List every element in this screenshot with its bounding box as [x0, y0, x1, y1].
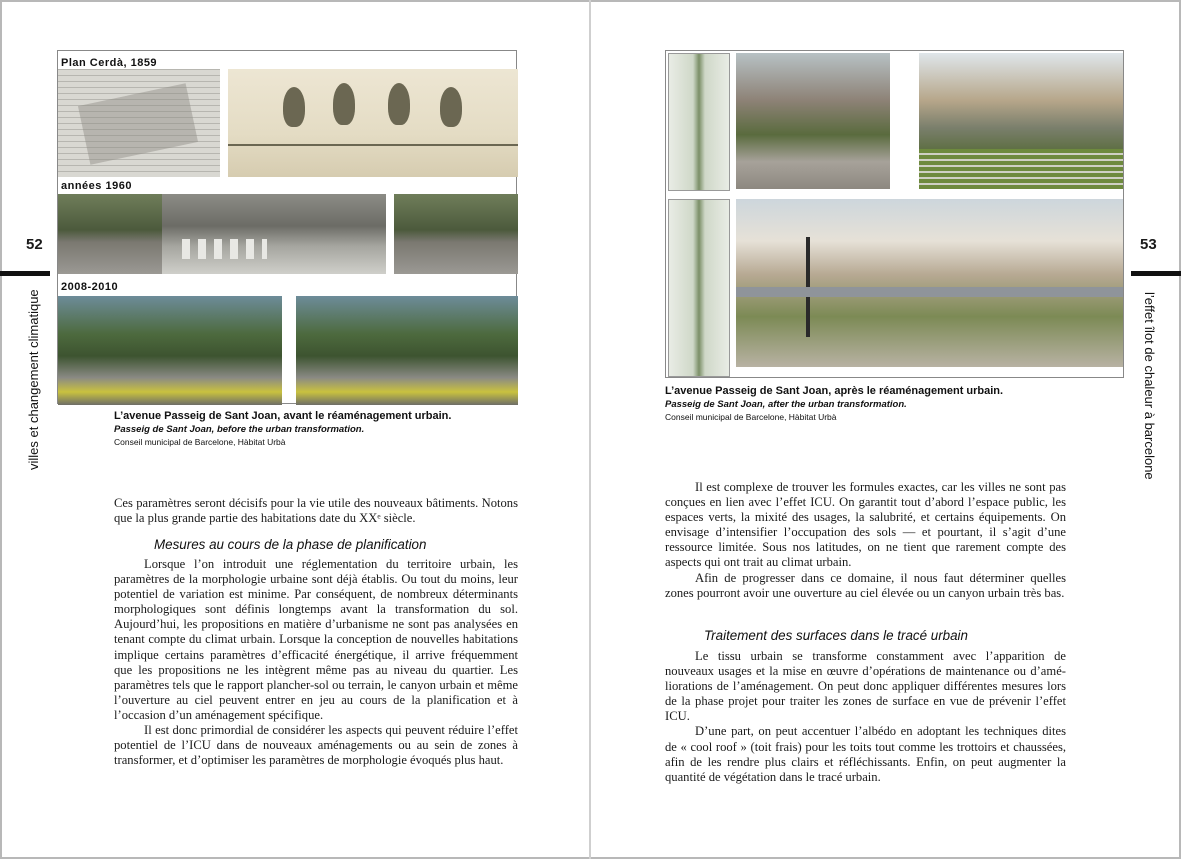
cerda-street-section-drawing [228, 69, 518, 177]
figure-caption-before [114, 409, 534, 448]
period-label-2008: 2008-2010 [61, 281, 119, 293]
caption-title-after: L’avenue Passeig de Sant Joan, après le réaménagement urbain. [665, 385, 1004, 397]
left-paragraph-3: Il est donc primordial de considérer les aspects qui peuvent réduire l’effet potentiel de l’ICU dans de nouveaux aménagements ou au sein de zones à transformer, et d’optimiser les paramètres de morphologie évoqués plus haut. [114, 723, 518, 768]
right-body-1 [665, 480, 1066, 601]
page-number-left: 52 [26, 236, 43, 253]
photo-1960-3 [280, 194, 386, 274]
figure-caption-after [665, 384, 1105, 423]
running-head-right: l’effet îlot de chaleur à barcelone [1142, 292, 1157, 480]
right-paragraph-2: Afin de progresser dans ce domaine, il nous faut déterminer quelles zones pourront avoir une ouverture au ciel élevée ou un canyon urbain très bas. [665, 570, 1066, 600]
photo-after-sidewalk [736, 53, 890, 189]
caption-credit-before: Conseil municipal de Barcelone, Hàbitat Urbà [114, 437, 286, 447]
photo-2008-1 [58, 296, 282, 405]
photo-1960-1 [58, 194, 162, 274]
left-section-heading: Mesures au cours de la phase de planification [154, 537, 427, 552]
left-body-2 [114, 557, 518, 768]
plan-drawing-bottom [668, 199, 730, 377]
page-number-right: 53 [1140, 236, 1157, 253]
figure-before [57, 50, 517, 404]
left-margin-bar [0, 271, 50, 276]
photo-after-plaza [736, 199, 1123, 367]
right-section-heading: Traitement des surfaces dans le tracé urbain [704, 628, 968, 643]
photo-1960-2 [162, 194, 280, 274]
photo-2008-2 [296, 296, 518, 405]
photo-after-lawn [919, 53, 1123, 189]
period-label-1960: années 1960 [61, 180, 132, 192]
figure-after [665, 50, 1124, 378]
period-label-1859: Plan Cerdà, 1859 [61, 57, 158, 69]
caption-credit-after: Conseil municipal de Barcelone, Hàbitat Urbà [665, 412, 837, 422]
right-body-2 [665, 649, 1066, 785]
cerda-plan-map [58, 69, 220, 177]
left-body-1 [114, 496, 518, 526]
book-spine [589, 0, 591, 859]
plan-drawing-top [668, 53, 730, 191]
left-paragraph-2: Lorsque l’on introduit une réglementation du territoire urbain, les paramètres de la morphologie urbaine sont déjà établis. Ou tout du moins, leur potentiel de variation est minime. Par conséquent, de nombreux déterminants morphologiques sont définis longtemps avant la transformation du sol. Aujourd’hui, les propositions en matière d’urbanisme ne sont pas analysées en tenant compte du climat urbain. Lorsque la conception de nouvelles habitations implique certains paramètres d’efficacité énergétique, il arrive fréquemment que les propositions ne les intègrent même pas au niveau du quartier. Les paramètres tels que le rapport plancher-sol ou terrain, le canyon urbain et même l’ouverture au ciel peuvent entrer en jeu au cours de la planification et à l’occasion d’un aménagement spécifique. [114, 557, 518, 722]
right-margin-bar [1131, 271, 1181, 276]
running-head-left: villes et changement climatique [26, 289, 41, 470]
left-paragraph-1: Ces paramètres seront décisifs pour la vie utile des nouveaux bâtiments. Notons que la plus grande partie des habitations date du XXᵉ siècle. [114, 496, 518, 526]
right-paragraph-3: Le tissu urbain se transforme constamment avec l’apparition de nouveaux usages et la mise en œuvre d’opérations de maintenance ou d’améliorations de l’aménagement. On peut donc appliquer différentes mesures lors de la phase projet pour traiter les zones de surface en vue de prévenir l’effet ICU. [665, 649, 1066, 724]
photo-1960-4 [394, 194, 518, 274]
right-paragraph-1: Il est complexe de trouver les formules exactes, car les villes ne sont pas conçues en lien avec l’effet ICU. On garantit tout d’abord l’espace public, les espaces verts, la mixité des usages, la salubrité, et certains équipements. On envisage d’intensifier l’occupation des sols — et pourtant, il s’agit d’une ressource limitée. Sous nos latitudes, on ne tient que rarement compte des aspects qui ont trait au climat urbain. [665, 480, 1066, 570]
caption-subtitle-after: Passeig de Sant Joan, after the urban transformation. [665, 399, 907, 410]
caption-subtitle-before: Passeig de Sant Joan, before the urban transformation. [114, 424, 365, 435]
right-paragraph-4: D’une part, on peut accentuer l’albédo en adoptant les techniques dites de « cool roof » (toit frais) pour les toits tout comme les trottoirs et chaussées, afin de les rendre plus clairs et réfléchissants. Enfin, on peut augmenter la quantité de végétation dans le tracé urbain. [665, 724, 1066, 784]
caption-title-before: L’avenue Passeig de Sant Joan, avant le réaménagement urbain. [114, 410, 452, 422]
